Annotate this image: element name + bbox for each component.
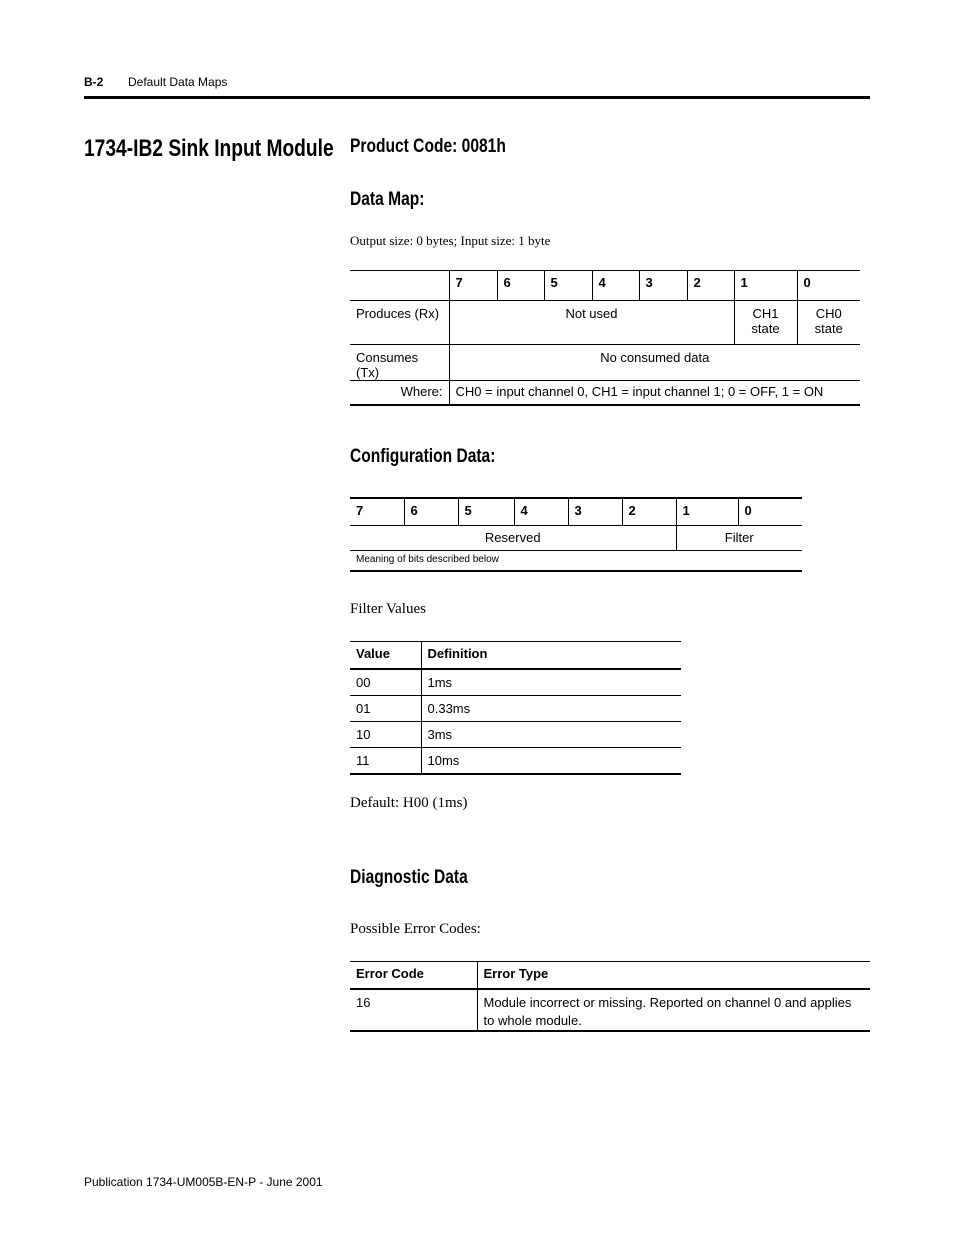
config-bit-header-row — [350, 498, 802, 526]
ch0-state-cell: CH0 state — [797, 301, 860, 345]
filter-definition: 1ms — [421, 669, 681, 696]
filter-header-row — [350, 642, 681, 670]
filter-values-table — [350, 641, 681, 775]
bit-2: 2 — [687, 271, 734, 301]
page-number: B-2 — [84, 75, 104, 89]
error-header-row — [350, 962, 870, 990]
error-type: Module incorrect or missing. Reported on channel 0 and applies to whole module. — [477, 989, 870, 1031]
error-codes-table — [350, 961, 870, 1032]
error-code-header: Error Code — [350, 962, 477, 990]
filter-definition: 3ms — [421, 722, 681, 748]
config-note-row — [350, 551, 802, 572]
filter-row — [350, 722, 681, 748]
filter-cell: Filter — [676, 526, 802, 551]
filter-definition: 0.33ms — [421, 696, 681, 722]
where-text: CH0 = input channel 0, CH1 = input channel 1; 0 = OFF, 1 = ON — [449, 381, 860, 406]
no-consumed-cell: No consumed data — [449, 345, 860, 381]
data-map-table — [350, 270, 860, 406]
running-header-title: Default Data Maps — [128, 75, 228, 89]
config-bit-1: 1 — [676, 498, 738, 526]
module-title: 1734-IB2 Sink Input Module — [84, 135, 334, 162]
consumes-row — [350, 345, 860, 381]
bit-3: 3 — [639, 271, 687, 301]
consumes-label: Consumes (Tx) — [350, 345, 449, 381]
where-label: Where: — [350, 381, 449, 406]
config-bit-0: 0 — [738, 498, 802, 526]
config-bit-2: 2 — [622, 498, 676, 526]
filter-row — [350, 669, 681, 696]
bit-7: 7 — [449, 271, 497, 301]
produces-label: Produces (Rx) — [350, 301, 449, 345]
config-values-row — [350, 526, 802, 551]
bit-header-row — [350, 271, 860, 301]
filter-row — [350, 748, 681, 775]
diagnostic-heading: Diagnostic Data — [350, 867, 468, 888]
value-header: Value — [350, 642, 421, 670]
reserved-cell: Reserved — [350, 526, 676, 551]
header-rule — [84, 96, 870, 99]
filter-row — [350, 696, 681, 722]
config-heading: Configuration Data: — [350, 446, 496, 467]
produces-row — [350, 301, 860, 345]
config-note: Meaning of bits described below — [350, 551, 802, 572]
bit-4: 4 — [592, 271, 639, 301]
bit-6: 6 — [497, 271, 544, 301]
possible-error-codes-text: Possible Error Codes: — [350, 921, 481, 937]
error-code: 16 — [350, 989, 477, 1031]
config-bit-5: 5 — [458, 498, 514, 526]
bit-5: 5 — [544, 271, 592, 301]
ch1-state-cell: CH1 state — [734, 301, 797, 345]
filter-definition: 10ms — [421, 748, 681, 775]
filter-value: 01 — [350, 696, 421, 722]
footer-publication: Publication 1734-UM005B-EN-P - June 2001 — [84, 1175, 323, 1189]
filter-values-label: Filter Values — [350, 601, 426, 617]
filter-value: 11 — [350, 748, 421, 775]
definition-header: Definition — [421, 642, 681, 670]
default-text: Default: H00 (1ms) — [350, 795, 468, 811]
not-used-cell: Not used — [449, 301, 734, 345]
where-row — [350, 381, 860, 406]
config-bit-4: 4 — [514, 498, 568, 526]
bit-0: 0 — [797, 271, 860, 301]
size-text: Output size: 0 bytes; Input size: 1 byte — [350, 233, 551, 248]
filter-value: 10 — [350, 722, 421, 748]
config-bit-7: 7 — [350, 498, 404, 526]
data-map-heading: Data Map: — [350, 189, 425, 210]
config-bit-3: 3 — [568, 498, 622, 526]
blank-cell — [350, 271, 449, 301]
bit-1: 1 — [734, 271, 797, 301]
config-bit-6: 6 — [404, 498, 458, 526]
error-row — [350, 989, 870, 1031]
filter-value: 00 — [350, 669, 421, 696]
error-type-header: Error Type — [477, 962, 870, 990]
config-table — [350, 497, 802, 572]
product-code-heading: Product Code: 0081h — [350, 136, 506, 157]
